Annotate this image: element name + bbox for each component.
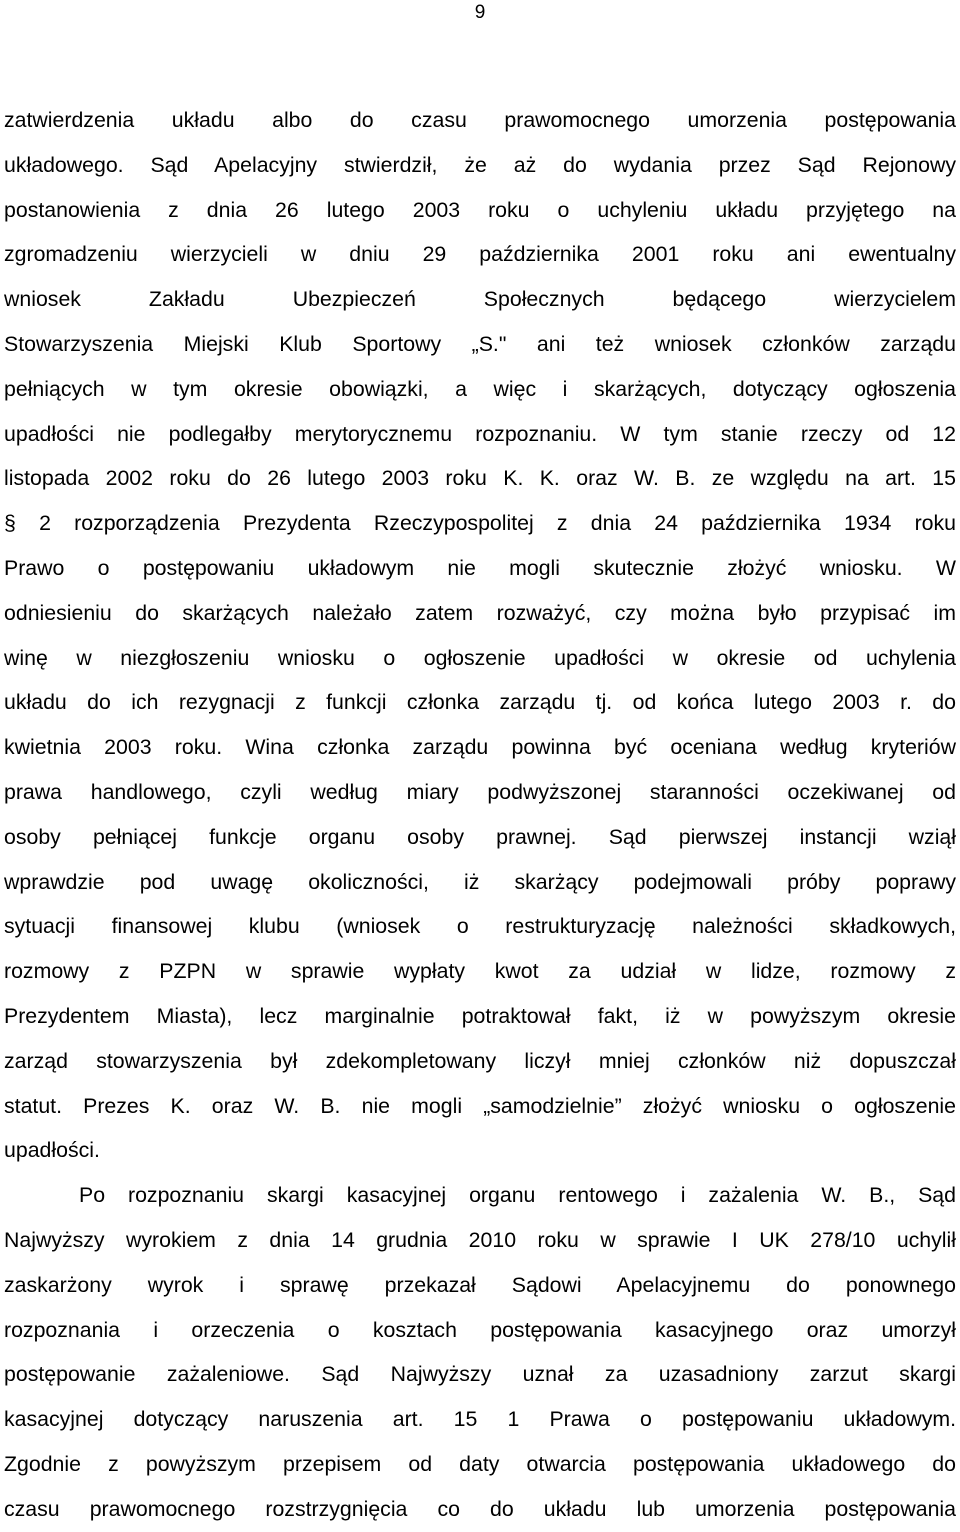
text-line: Po rozpoznaniu skargi kasacyjnej organu rentowego i zażalenia W. B., Sąd (79, 1183, 956, 1208)
text-line: osoby pełniącej funkcje organu osoby prawnej. Sąd pierwszej instancji wziął (4, 824, 956, 849)
text-line: listopada 2002 roku do 26 lutego 2003 roku K. K. oraz W. B. ze względu na art. 15 (4, 466, 956, 491)
text-line: układowego. Sąd Apelacyjny stwierdził, że aż do wydania przez Sąd Rejonowy (4, 152, 956, 177)
text-line: zgromadzeniu wierzycieli w dniu 29 października 2001 roku ani ewentualny (4, 242, 956, 267)
text-line: Prezydentem Miasta), lecz marginalnie potraktował fakt, iż w powyższym okresie (4, 1003, 956, 1028)
document-body (4, 98, 956, 1532)
text-line: kasacyjnej dotyczący naruszenia art. 15 1 Prawa o postępowaniu układowym. (4, 1407, 956, 1432)
text-line: zaskarżony wyrok i sprawę przekazał Sądowi Apelacyjnemu do ponownego (4, 1272, 956, 1297)
text-line: wniosek Zakładu Ubezpieczeń Społecznych będącego wierzycielem (4, 287, 956, 312)
text-line: upadłości nie podlegałby merytorycznemu rozpoznaniu. W tym stanie rzeczy od 12 (4, 421, 956, 446)
text-line: czasu prawomocnego rozstrzygnięcia co do układu lub umorzenia postępowania (4, 1496, 956, 1521)
paragraph-1 (4, 98, 956, 1173)
text-line: układu do ich rezygnacji z funkcji członka zarządu tj. od końca lutego 2003 r. do (4, 690, 956, 715)
text-line: upadłości. (4, 1138, 100, 1163)
text-line: kwietnia 2003 roku. Wina członka zarządu powinna być oceniana według kryteriów (4, 735, 956, 760)
paragraph-2 (4, 1173, 956, 1531)
text-line: rozmowy z PZPN w sprawie wypłaty kwot za udział w lidze, rozmowy z (4, 959, 956, 984)
text-line: prawa handlowego, czyli według miary podwyższonej staranności oczekiwanej od (4, 779, 956, 804)
page-number: 9 (474, 2, 486, 23)
text-line: sytuacji finansowej klubu (wniosek o restrukturyzację należności składkowych, (4, 914, 956, 939)
text-line: Prawo o postępowaniu układowym nie mogli skutecznie złożyć wniosku. W (4, 555, 956, 580)
text-line: zatwierdzenia układu albo do czasu prawomocnego umorzenia postępowania (4, 108, 956, 132)
text-line: wprawdzie pod uwagę okoliczności, iż skarżący podejmowali próby poprawy (4, 869, 956, 894)
text-line: postępowanie zażaleniowe. Sąd Najwyższy uznał za uzasadniony zarzut skargi (4, 1362, 956, 1387)
text-line: Stowarzyszenia Miejski Klub Sportowy „S." ani też wniosek członków zarządu (4, 331, 956, 356)
text-line: winę w niezgłoszeniu wniosku o ogłoszenie upadłości w okresie od uchylenia (4, 645, 956, 670)
text-line: zarząd stowarzyszenia był zdekompletowany liczył mniej członków niż dopuszczał (4, 1048, 956, 1073)
text-line: Zgodnie z powyższym przepisem od daty otwarcia postępowania układowego do (4, 1451, 956, 1476)
text-line: postanowienia z dnia 26 lutego 2003 roku o uchyleniu układu przyjętego na (4, 197, 956, 222)
text-line: statut. Prezes K. oraz W. B. nie mogli „samodzielnie” złożyć wniosku o ogłoszenie (4, 1093, 956, 1118)
text-line: Najwyższy wyrokiem z dnia 14 grudnia 2010 roku w sprawie I UK 278/10 uchylił (4, 1227, 956, 1252)
text-line: pełniących w tym okresie obowiązki, a więc i skarżących, dotyczący ogłoszenia (4, 376, 956, 401)
text-line: § 2 rozporządzenia Prezydenta Rzeczypospolitej z dnia 24 października 1934 roku (4, 511, 956, 536)
text-line: odniesieniu do skarżących należało zatem rozważyć, czy można było przypisać im (4, 600, 956, 625)
text-line: rozpoznania i orzeczenia o kosztach postępowania kasacyjnego oraz umorzył (4, 1317, 956, 1342)
